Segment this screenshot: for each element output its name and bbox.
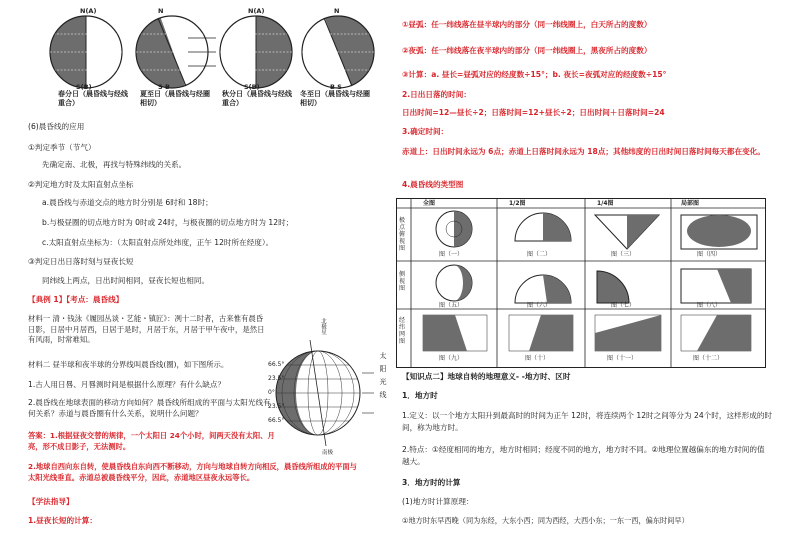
- season-caption-3: 秋分日（晨昏线与经线重合）: [222, 90, 292, 107]
- question-2: 2.晨昏线在地球表面的移动方向如何？晨昏线所组成的平面与太阳光线有何关系？赤道与晨昏圈有什么关系，说明什么问题？: [28, 398, 271, 418]
- globe-label-sunlight: 太阳光线: [379, 352, 387, 404]
- point2-title: ②判定地方时及太阳直射点坐标: [28, 180, 134, 189]
- determine-time-title: 3.确定时间：: [402, 127, 449, 136]
- point2-c: c.太阳直射点坐标为：（太阳直射点所处纬度，正午 12时所在经度）。: [42, 238, 274, 247]
- point2-b: b.与极昼圈的切点地方时为 0时或 24时，与极夜圈的切点地方时为 12时；: [42, 218, 294, 227]
- definition: 1.定义：以一个地方太阳升到最高时的时间为正午 12时，将连续两个 12时之间等分为 24个时，这样形成的时间，称为地方时。: [402, 411, 773, 432]
- fig-9: 图（九）: [439, 355, 464, 362]
- calc-principle: (1)地方时计算原理：: [402, 497, 474, 506]
- terminator-types-table: [396, 198, 766, 368]
- season-caption-1: 春分日（晨昏线与经线重合）: [58, 90, 128, 107]
- globe-autumn-equinox: [220, 16, 292, 88]
- example-title: 【典例 1】【考点：晨昏线】: [28, 295, 124, 304]
- lat-label-4: 23.5°: [268, 403, 285, 410]
- fig-5: 图（五）: [439, 302, 464, 309]
- table-header-local: 局部图: [681, 200, 700, 207]
- heading-6: (6)晨昏线的应用: [28, 122, 85, 131]
- globe3-top-label: N(A): [248, 7, 265, 15]
- answer-2: 2.地球自西向东自转，使晨昏线自东向西不断移动，方向与地球自转方向相反，晨昏线所组成的平面与太阳光线垂直。赤道总被晨昏线平分，因此，赤道地区昼夜永远等长。: [28, 462, 357, 482]
- globe1-top-label: N(A): [80, 7, 97, 15]
- terminator-types-title: 4.晨昏线的类型图: [402, 180, 464, 189]
- season-caption-4: 冬至日（晨昏线与经圈相切）: [300, 90, 370, 107]
- row-label-grid: 经纬网图: [399, 317, 406, 345]
- point3-title: ③判定日出日落时刻与昼夜长短: [28, 257, 134, 266]
- material-1: 材料一 清・钱泳《履园丛谈・艺能・镇匠》：冽十二时者，古来惟有晨昏日影，日居中月居西，日居于是时，月居于东，月居于甲午夜中，是然日有风雨，时常难知。: [28, 314, 265, 344]
- point3-body: 同纬线上两点，日出时间相同，昼夜长短也相同。: [42, 276, 210, 285]
- lat-label-1: 66.5°: [268, 361, 285, 368]
- fig-11: 图（十一）: [607, 355, 638, 362]
- table-header-full: 全图: [423, 200, 436, 207]
- fig-8: 图（八）: [697, 302, 722, 309]
- globe-summer-solstice: [136, 16, 216, 88]
- row-label-polar: 极点俯视图: [399, 217, 406, 252]
- guide-1: 1.昼夜长短的计算：: [28, 516, 97, 525]
- guide-title: 【学法指导】: [28, 497, 74, 506]
- sunrise-title: 2.日出日落的时间：: [402, 90, 471, 99]
- globe4-top-label: N: [334, 7, 340, 15]
- night-arc: ②夜弧：任一纬线落在夜半球内的部分（同一纬线圈上，黑夜所占的度数）: [402, 46, 652, 55]
- lat-label-3: 0°: [268, 389, 275, 396]
- fig-1: 图（一）: [439, 251, 464, 258]
- row-label-side: 侧视图: [399, 271, 406, 292]
- globe-label-south: 南极: [322, 450, 334, 456]
- globe-spring-equinox: [50, 16, 122, 88]
- globe-label-north: 北极星: [320, 318, 326, 335]
- features: 2.特点：①经度相同的地方，地方时相同；经度不同的地方，地方时不同。②地理位置越偏东的地方时间的值越大。: [402, 445, 765, 466]
- globe-winter-solstice: [302, 16, 374, 88]
- question-1: 1.古人用日晷、月晷测时间是根据什么原理？有什么缺点？: [28, 380, 226, 389]
- equator-sunrise: 赤道上：日出时间永远为 6点；赤道上日落时间永远为 18点；其他纬度的日出时间日落时间每天都在变化。: [402, 147, 765, 156]
- globe3-bottom-label: S(B): [244, 83, 260, 91]
- fig-7: 图（七）: [611, 302, 636, 309]
- lat-label-2: 23.5°: [268, 375, 285, 382]
- fig-12: 图（十二）: [693, 355, 724, 362]
- globe4-bottom-label: B S: [330, 83, 342, 91]
- sunrise-formula: 日出时间=12—昼长÷2；日落时间=12+昼长÷2；日出时间＋日落时间=24: [402, 108, 665, 117]
- fig-3: 图（三）: [611, 251, 636, 258]
- globe2-bottom-label: S B: [158, 83, 170, 91]
- globe1-bottom-label: S(B): [76, 83, 92, 91]
- day-arc: ①昼弧：任一纬线落在昼半球内的部分（同一纬线圈上，白天所占的度数）: [402, 20, 652, 29]
- point1-body: 先确定南、北极，再找与特殊纬线的关系。: [42, 160, 187, 169]
- calc-principle-1: ①地方时东早西晚（同为东经，大东小西；同为西经，大西小东；一东一西，偏东时间早）: [402, 516, 689, 525]
- point1-title: ①判定季节（节气）: [28, 143, 96, 152]
- knowledge-point-2: 【知识点二】地球自转的地理意义- -地方时、区时: [402, 372, 571, 381]
- fig-4: 图（四）: [697, 251, 722, 258]
- answer-1: 答案：1.根据昼夜交替的规律，一个太阳日 24个小时，间两天没有太阳、月亮，形不成日影子，无法测时。: [28, 431, 275, 451]
- section-local-time: 1．地方时: [402, 391, 438, 400]
- calc-formula: ③计算：a. 昼长=昼弧对应的经度数÷15°；b. 夜长=夜弧对应的经度数÷15°: [402, 70, 667, 79]
- fig-6: 图（六）: [527, 302, 552, 309]
- lat-label-5: 66.5°: [268, 417, 285, 424]
- fig-2: 图（二）: [527, 251, 552, 258]
- material-2: 材料二 昼半球和夜半球的分界线叫晨昏线(圈)，如下图所示。: [28, 360, 229, 369]
- table-header-half: 1/2图: [509, 200, 526, 207]
- point2-a: a.晨昏线与赤道交点的地方时分别是 6时和 18时；: [42, 198, 213, 207]
- table-header-quarter: 1/4图: [597, 200, 614, 207]
- season-caption-2: 夏至日（晨昏线与经圈相切）: [140, 90, 210, 107]
- section-calculation: 3．地方时的计算: [402, 478, 461, 487]
- terminator-globe-figure: [268, 318, 380, 468]
- globe2-top-label: N: [158, 7, 164, 15]
- fig-10: 图（十）: [525, 355, 550, 362]
- terminator-types-drawings: [397, 199, 765, 367]
